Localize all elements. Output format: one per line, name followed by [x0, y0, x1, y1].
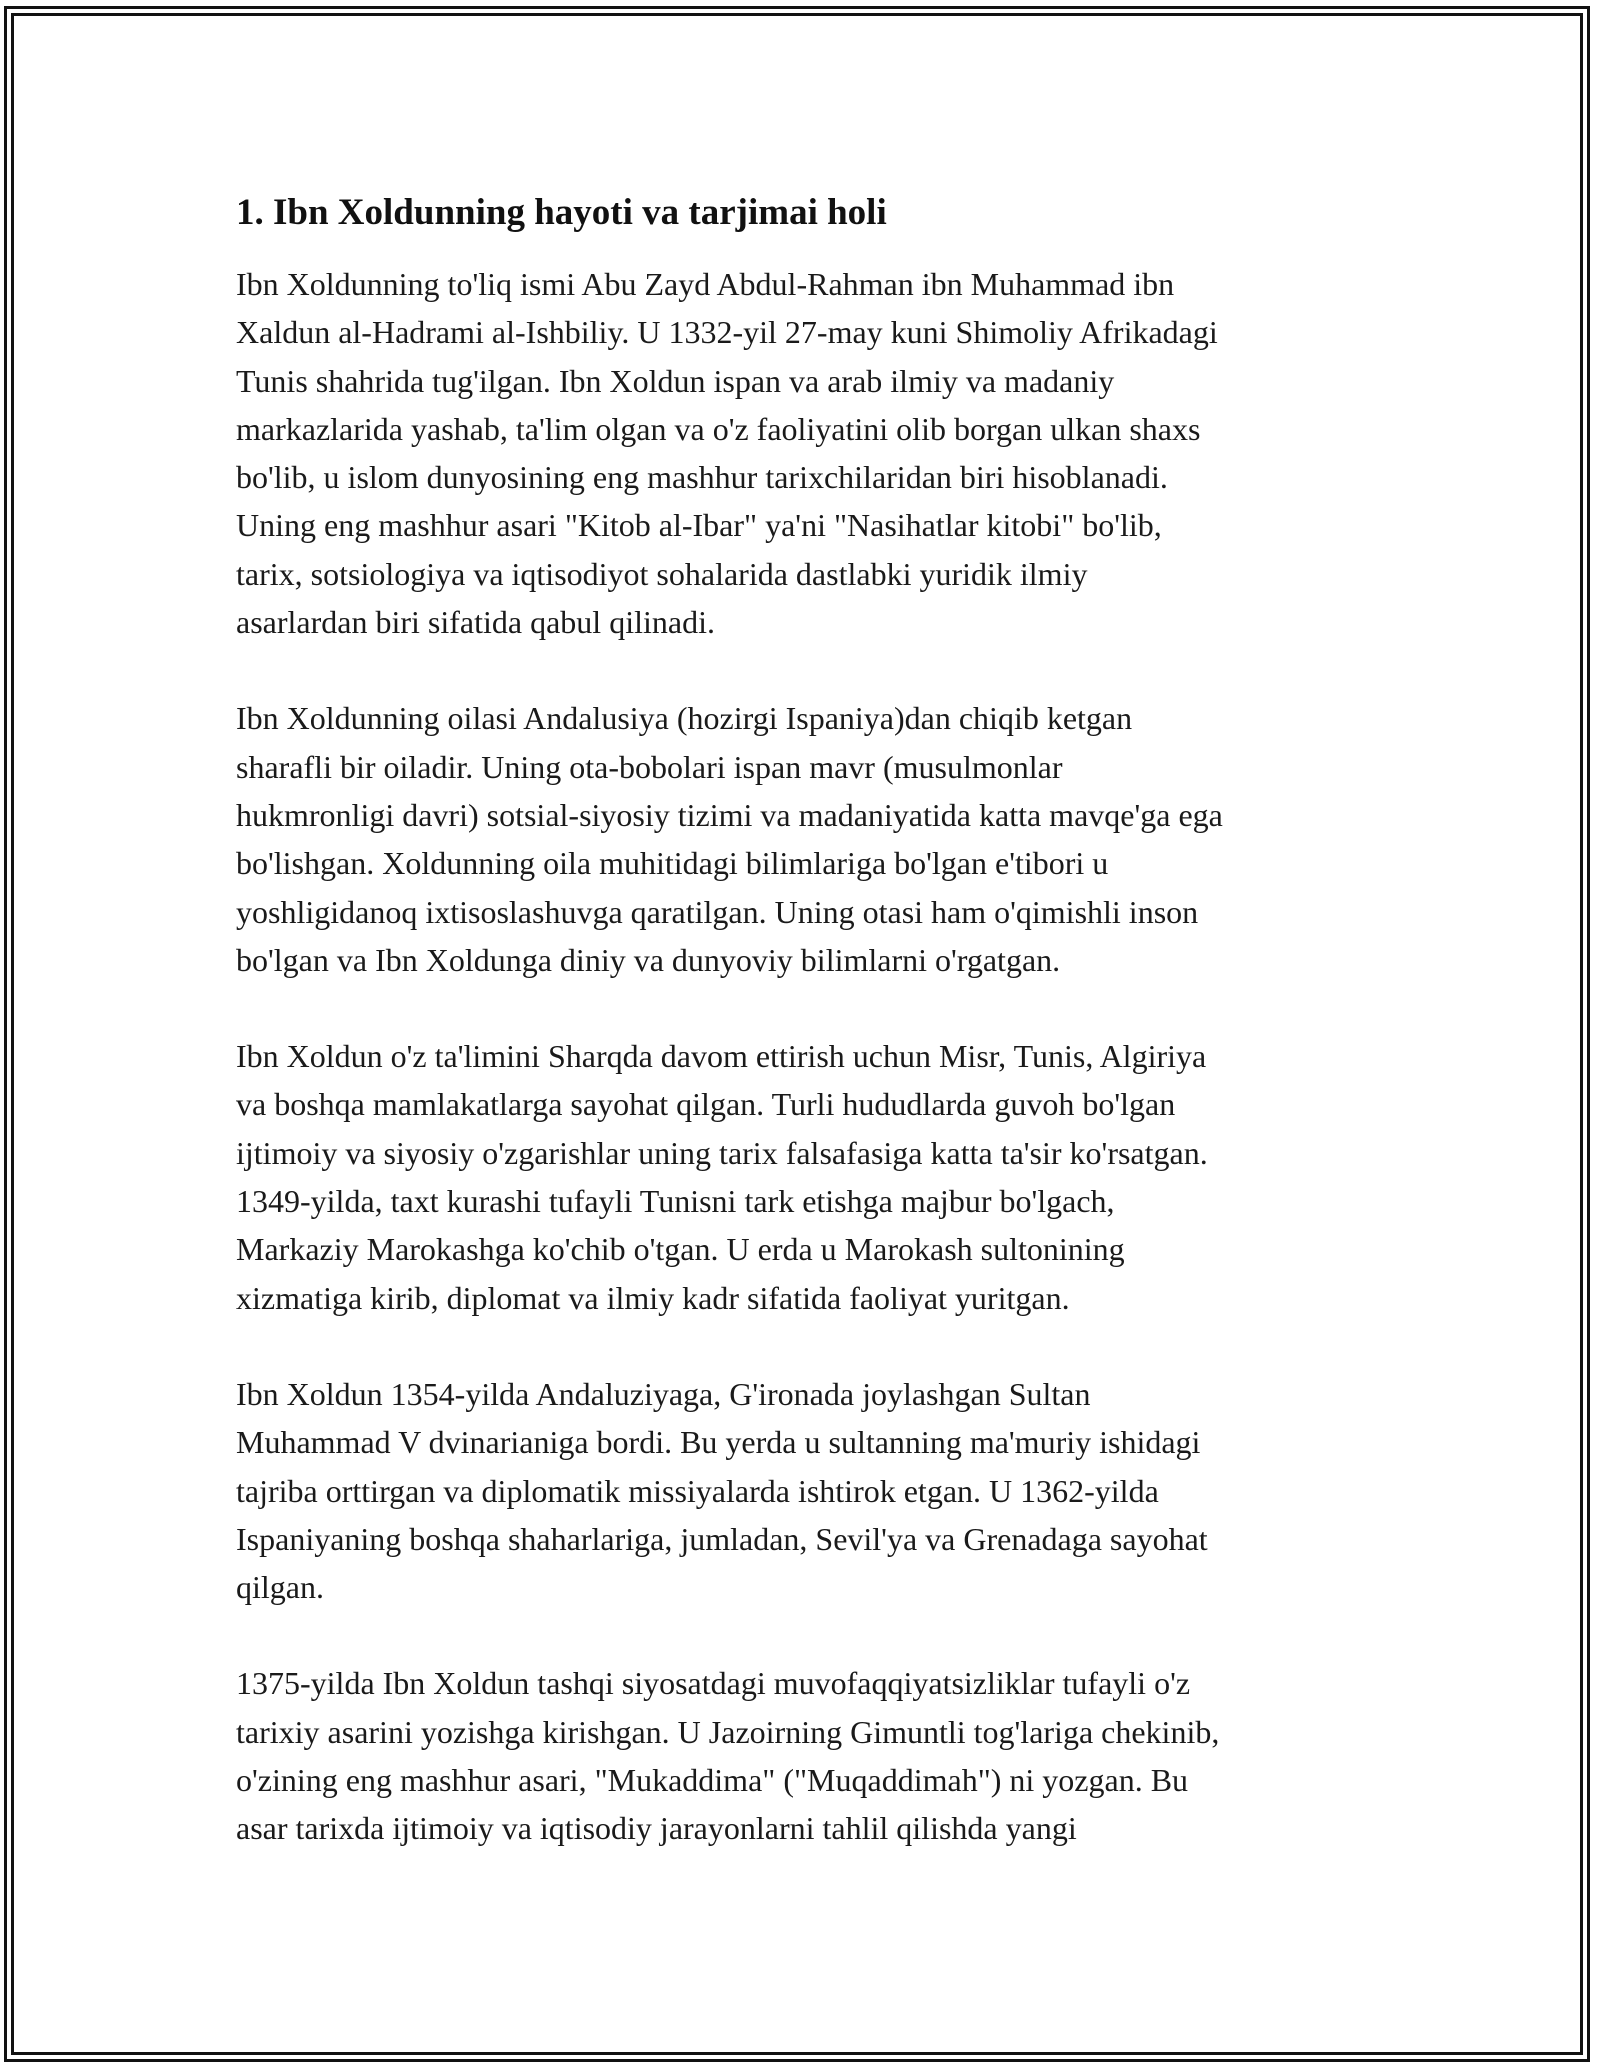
text-line: Ibn Xoldun o'z ta'limini Sharqda davom ettirish uchun Misr, Tunis, Algiriya: [236, 1038, 1207, 1075]
text-line: bo'lishgan. Xoldunning oila muhitidagi bilimlariga bo'lgan e'tibori u: [236, 845, 1109, 882]
text-line: tajriba orttirgan va diplomatik missiyalarda ishtirok etgan. U 1362-yilda: [236, 1472, 1159, 1509]
text-line: Ibn Xoldun 1354-yilda Andaluziyaga, G'ironada joylashgan Sultan: [236, 1375, 1091, 1412]
text-line: tarixiy asarini yozishga kirishgan. U Jazoirning Gimuntli tog'lariga chekinib,: [236, 1713, 1220, 1750]
text-line: Ispaniyaning boshqa shaharlariga, jumladan, Sevil'ya va Grenadaga sayohat: [236, 1520, 1208, 1557]
text-line: Uning eng mashhur asari "Kitob al-Ibar" ya'ni "Nasihatlar kitobi" bo'lib,: [236, 507, 1162, 544]
text-line: sharafli bir oiladir. Uning ota-bobolari ispan mavr (musulmonlar: [236, 748, 1063, 785]
text-line: Tunis shahrida tug'ilgan. Ibn Xoldun ispan va arab ilmiy va madaniy: [236, 362, 1115, 399]
section-heading: 1. Ibn Xoldunning hayoti va tarjimai holi: [236, 192, 887, 233]
text-line: Markaziy Marokashga ko'chib o'tgan. U erda u Marokash sultonining: [236, 1231, 1125, 1268]
text-line: markazlarida yashab, ta'lim olgan va o'z faoliyatini olib borgan ulkan shaxs: [236, 410, 1201, 447]
text-line: Xaldun al-Hadrami al-Ishbiliy. U 1332-yil 27-may kuni Shimoliy Afrikadagi: [236, 314, 1218, 351]
text-line: ijtimoiy va siyosiy o'zgarishlar uning tarix falsafasiga katta ta'sir ko'rsatgan.: [236, 1134, 1208, 1171]
paragraph-2: [236, 694, 1376, 984]
paragraph-1: [236, 260, 1376, 646]
text-line: tarix, sotsiologiya va iqtisodiyot sohalarida dastlabki yuridik ilmiy: [236, 555, 1088, 592]
text-line: va boshqa mamlakatlarga sayohat qilgan. Turli hududlarda guvoh bo'lgan: [236, 1086, 1176, 1123]
text-line: yoshligidanoq ixtisoslashuvga qaratilgan. Uning otasi ham o'qimishli inson: [236, 893, 1199, 930]
text-line: 1349-yilda, taxt kurashi tufayli Tunisni tark etishga majbur bo'lgach,: [236, 1183, 1115, 1220]
paragraph-5: [236, 1659, 1376, 1852]
text-line: o'zining eng mashhur asari, "Mukaddima" ("Muqaddimah") ni yozgan. Bu: [236, 1762, 1189, 1799]
paragraph-4: [236, 1370, 1376, 1611]
text-line: asar tarixda ijtimoiy va iqtisodiy jarayonlarni tahlil qilishda yangi: [236, 1810, 1077, 1847]
text-line: bo'lib, u islom dunyosining eng mashhur tarixchilaridan biri hisoblanadi.: [236, 459, 1168, 496]
text-line: 1375-yilda Ibn Xoldun tashqi siyosatdagi muvofaqqiyatsizliklar tufayli o'z: [236, 1665, 1191, 1702]
text-line: xizmatiga kirib, diplomat va ilmiy kadr sifatida faoliyat yuritgan.: [236, 1279, 1070, 1316]
text-line: qilgan.: [236, 1569, 324, 1606]
text-line: Ibn Xoldunning to'liq ismi Abu Zayd Abdul-Rahman ibn Muhammad ibn: [236, 266, 1175, 302]
text-line: bo'lgan va Ibn Xoldunga diniy va dunyoviy bilimlarni o'rgatgan.: [236, 941, 1061, 978]
text-line: hukmronligi davri) sotsial-siyosiy tizimi va madaniyatida katta mavqe'ga ega: [236, 796, 1223, 833]
text-line: Ibn Xoldunning oilasi Andalusiya (hozirgi Ispaniya)dan chiqib ketgan: [236, 700, 1133, 737]
document-body: [236, 188, 1376, 1901]
text-line: asarlardan biri sifatida qabul qilinadi.: [236, 604, 715, 641]
text-line: Muhammad V dvinarianiga bordi. Bu yerda u sultanning ma'muriy ishidagi: [236, 1424, 1201, 1461]
paragraph-3: [236, 1032, 1376, 1322]
